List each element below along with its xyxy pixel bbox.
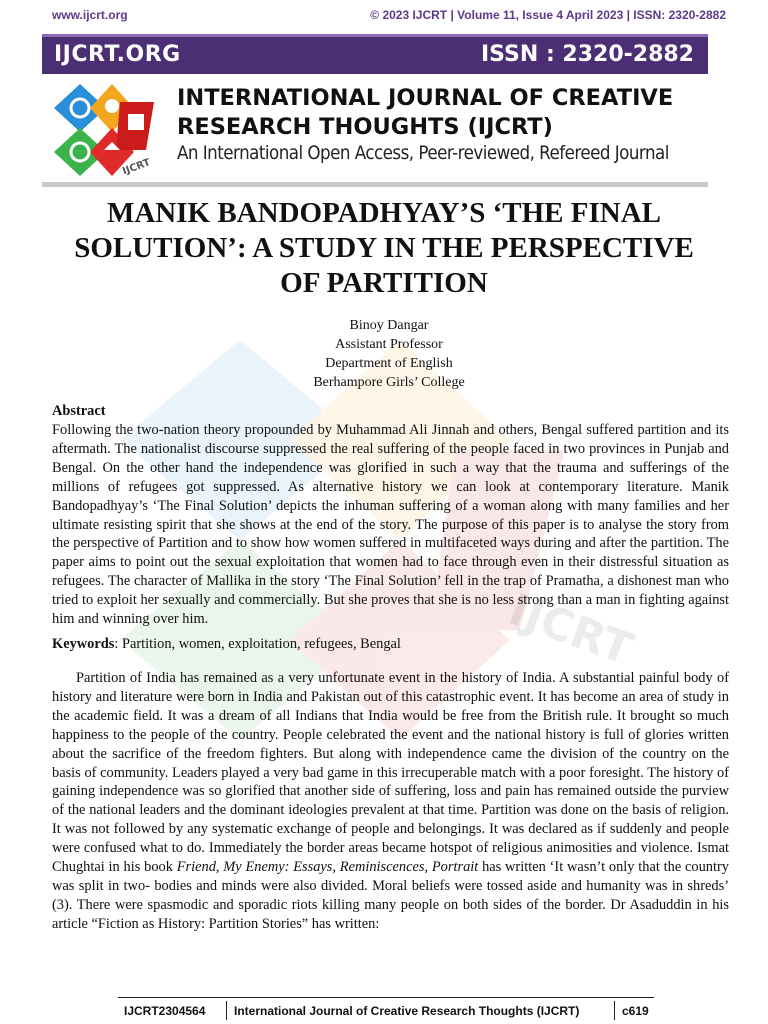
banner-site-name: IJCRT.ORG (54, 42, 181, 67)
site-url: www.ijcrt.org (52, 8, 128, 22)
issue-info: © 2023 IJCRT | Volume 11, Issue 4 April 2023 | ISSN: 2320-2882 (370, 8, 726, 22)
body-paragraph (52, 669, 729, 934)
keywords-label: Keywords (52, 636, 115, 652)
abstract-heading: Abstract (52, 403, 106, 419)
author-department: Department of English (325, 356, 453, 371)
journal-title-line-2: RESEARCH THOUGHTS (IJCRT) (177, 114, 553, 140)
keywords-text: : Partition, women, exploitation, refugees, Bengal (114, 636, 401, 652)
book-title: Friend, My Enemy: Essays, Reminiscences, Portrait (176, 859, 479, 876)
footer-divider (226, 1001, 227, 1020)
keywords (52, 635, 729, 654)
footer-page-number: c619 (622, 1004, 649, 1018)
paper-title (42, 196, 726, 301)
author-name: Binoy Dangar (349, 318, 429, 333)
ijcrt-logo-icon (50, 80, 168, 180)
paper-title-line-1: MANIK BANDOPADHYAY’S ‘THE FINAL (106, 197, 661, 229)
footer-journal-name: International Journal of Creative Research Thoughts (IJCRT) (234, 1004, 580, 1018)
author-position: Assistant Professor (335, 337, 443, 352)
logo-text: IJCRT (121, 157, 152, 178)
footer-divider (614, 1001, 615, 1020)
body-text-part-2: has written ‘It wasn’t only that the country was split in two- bodies and minds were also divided. Moral beliefs were tossed aside and humanity was in shreds’ (3). There were spasmodic and sporadic riots killing many people on both sides of the border. Dr Asaduddin in his article “Fiction as History: Partition Stories” has written: (52, 859, 729, 932)
banner-issn: ISSN : 2320-2882 (480, 42, 694, 67)
abstract-text: Following the two-nation theory propounded by Muhammad Ali Jinnah and others, Bengal suffered partition and its aftermath. The nationalist discourse suppressed the real suffering of the people faced in two provinces in Punjab and Bengal. On the other hand the independence was glorified in such a way that the trauma and sufferings of the millions of refugees got suppressed. As alternative history we can look at contemporary literature. Manik Bandopadhyay’s ‘The Final Solution’ depicts the inhuman suffering of a woman along with many families and her ultimate resisting spirit that she shows at the end of the story. The purpose of this paper is to analyse the story from the perspective of Partition and to show how women suffered in multifaceted ways during and after the partition. The paper aims to point out the sexual exploitation that women had to face through even in their distressful situation as refugees. The character of Mallika in the story ‘The Final Solution’ fell in the trap of Pramatha, a dishonest man who tried to exploit her sexually and commercially. But she proves that she is no less strong than a man in fighting against him and winning over him. (52, 422, 729, 628)
paper-title-line-2: SOLUTION’: A STUDY IN THE PERSPECTIVE (74, 232, 694, 264)
body-text-part-1: Partition of India has remained as a very unfortunate event in the history of India. A substantial painful body of history and literature were born in India and Pakistan out of this catastrophic event. It has become an area of study in the academic field. It was a dream of all Indians that India would be free from the British rule. It brought so much happiness to the people of the country. People celebrated the event and the national history is full of glories written about the sacrifice of the freedom fighters. But along with independence came the division of the country on the basis of community. Leaders played a very bad game in this irrecuperable match with a poor foresight. The history of gaining independence was so glorified that another side of suffering, loss and pain has remained outside the purview of the national leaders and the dominant ideologies prevalent at that time. Partition was done on the basis of religion. It was not followed by any systematic exchange of people and belongings. It was declared as if suddenly and people were confused what to do. Immediately the border areas became hotspot of religious animosities and violence. Ismat Chughtai in his book (52, 670, 729, 876)
header-divider (42, 182, 708, 187)
footer-paper-id: IJCRT2304564 (124, 1004, 206, 1018)
journal-title (177, 84, 717, 142)
author-block (0, 316, 768, 392)
journal-subtitle: An International Open Access, Peer-reviewed, Refereed Journal (177, 142, 669, 164)
svg-text:IJCRT: IJCRT (502, 584, 640, 676)
author-institution: Berhampore Girls’ College (313, 375, 465, 390)
page-footer (118, 997, 654, 1019)
journal-title-line-1: INTERNATIONAL JOURNAL OF CREATIVE (177, 85, 674, 111)
page-header (52, 6, 726, 24)
paper-title-line-3: OF PARTITION (280, 267, 488, 299)
journal-banner (42, 34, 708, 74)
